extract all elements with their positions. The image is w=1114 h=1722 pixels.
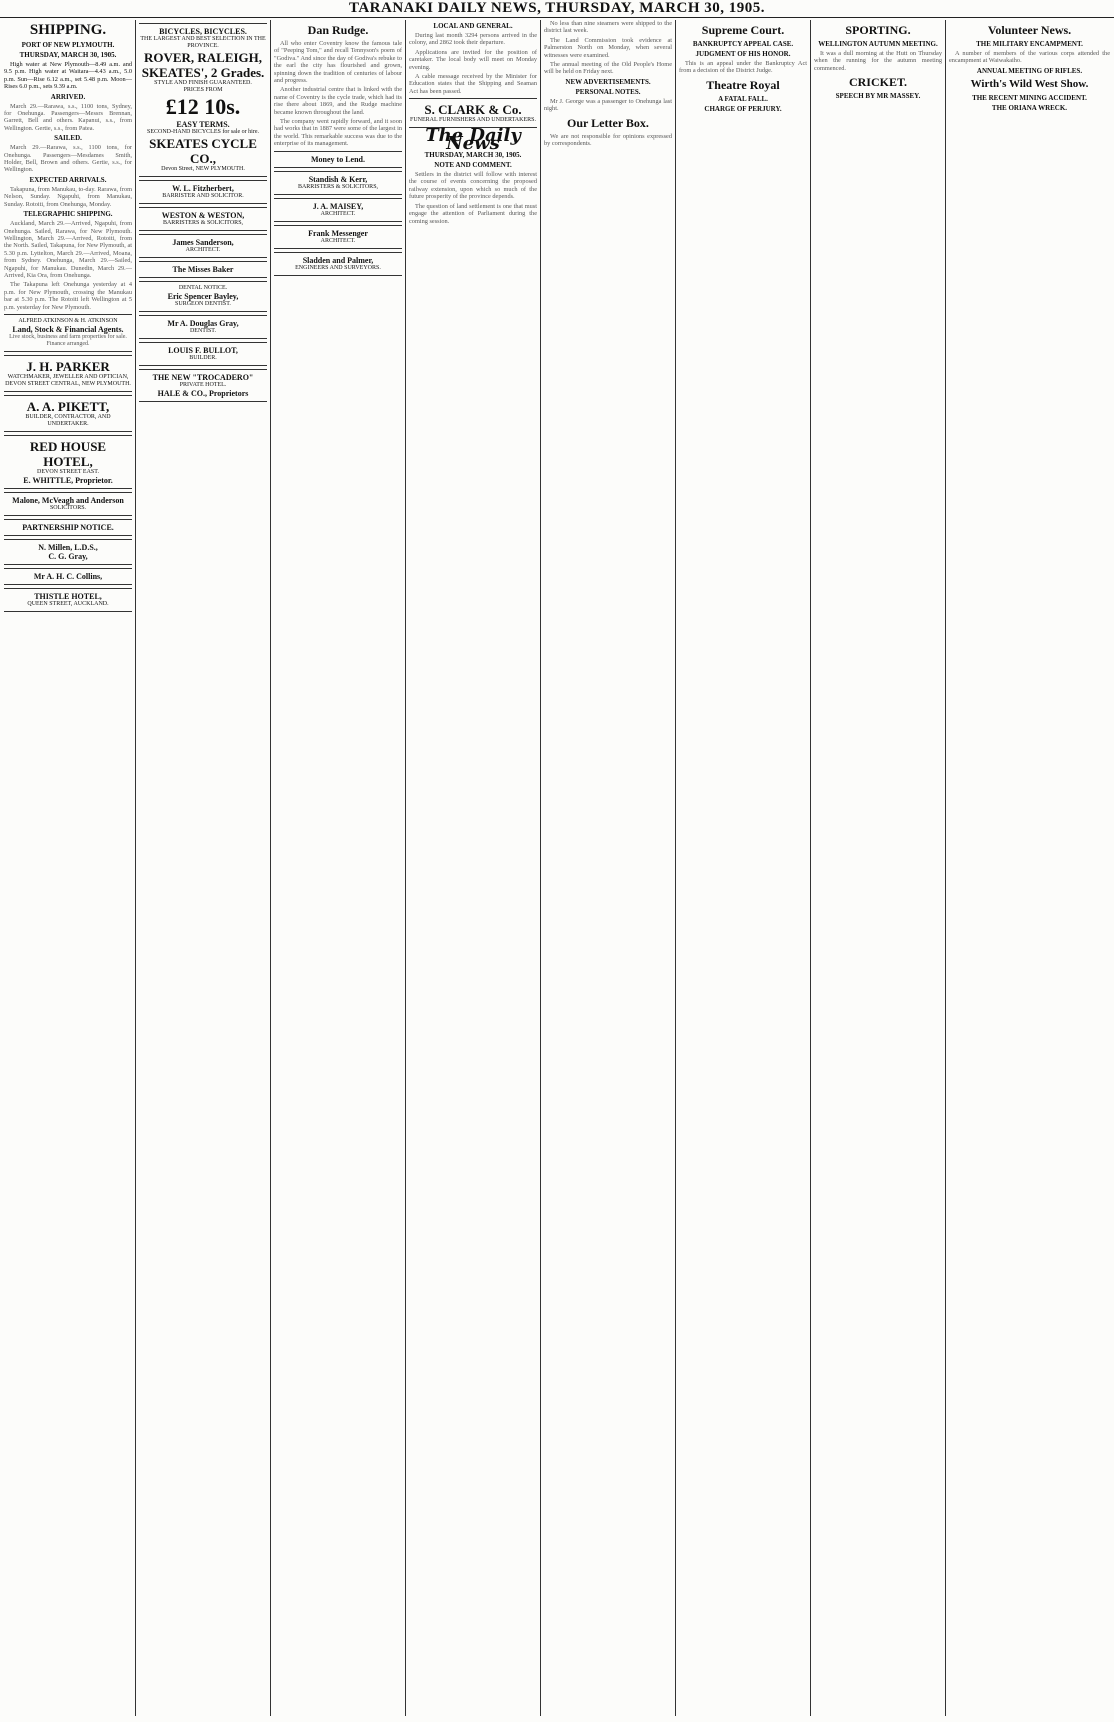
tides-text: High water at New Plymouth—8.49 a.m. and 9.5 p.m. High water at Waitara—4.43 a.m., 5.0 p.m. Sun—Rise 6.12 a.m., set 5.48 p.m. Moon—Rises 6.0 p.m., sets 9.39 a.m. xyxy=(4,61,132,91)
ad-title: Frank Messenger xyxy=(308,228,368,238)
sailed-heading: SAILED. xyxy=(54,134,82,143)
ad-title: SKEATES CYCLE CO., xyxy=(149,136,257,166)
cricket-heading: CRICKET. xyxy=(848,75,908,90)
ad-title: Malone, McVeagh and Anderson xyxy=(12,495,124,505)
ad-text: BARRISTERS & SOLICITORS, xyxy=(162,220,244,226)
ad-landstock xyxy=(4,314,132,352)
column-rule xyxy=(810,20,811,1716)
ad-text: BARRISTERS & SOLICITORS, xyxy=(297,183,379,190)
volunteer-heading: Volunteer News. xyxy=(987,23,1072,37)
body-text: We are not responsible for opinions expressed by correspondents. xyxy=(544,132,672,148)
ad-title: W. L. Fitzherbert, xyxy=(172,184,234,193)
column-rule xyxy=(540,20,541,1716)
ad-text: DEVON STREET EAST. xyxy=(37,468,99,475)
ad-text: Devon Street, NEW PLYMOUTH. xyxy=(161,166,245,172)
ad-title: WESTON & WESTON, xyxy=(161,211,245,220)
ad-text: SOLICITORS. xyxy=(49,504,87,511)
ad-title: N. Millen, L.D.S., xyxy=(38,542,98,552)
ad-text: BUILDER, CONTRACTOR, AND UNDERTAKER. xyxy=(25,413,111,427)
telegraphic-heading: TELEGRAPHIC SHIPPING. xyxy=(23,210,113,219)
body-text: The question of land settlement is one that must engage the attention of Parliament during the coming session. xyxy=(409,202,537,225)
mining-heading: THE RECENT MINING ACCIDENT. xyxy=(972,93,1087,102)
judgment-heading: JUDGMENT OF HIS HONOR. xyxy=(695,50,791,58)
date-line: THURSDAY, MARCH 30, 1905. xyxy=(19,51,117,59)
bankruptcy-heading: BANKRUPTCY APPEAL CASE. xyxy=(692,40,794,48)
ad-thistle xyxy=(4,588,132,612)
ad-millen xyxy=(4,539,132,565)
ad-price: £12 10s. xyxy=(165,94,241,119)
ad-title: Eric Spencer Bayley, xyxy=(167,292,239,301)
body-text: The annual meeting of the Old People's Home will be held on Friday next. xyxy=(544,61,672,76)
body-text: All who enter Coventry know the famous tale of "Peeping Tom," and recall Tennyson's poem of "Godiva." And since the day of Godiva's rebuke to the earl the city has flourished and grown, spinning down the tradition of centuries of labour and progress. xyxy=(274,40,402,85)
ad-text: PRIVATE HOTEL. xyxy=(179,382,227,388)
ad-title: RED HOUSE HOTEL, xyxy=(29,438,107,469)
ad-trocadero xyxy=(139,369,267,402)
column-8 xyxy=(949,20,1110,1716)
body-text: Takapuna, from Manukau, to-day. Rarawa, from Nelson, Sunday. Ngapuhi, from Manukau, Sunday. Rotoiti, from Onehunga, Monday. xyxy=(4,185,132,208)
ad-pikett xyxy=(4,395,132,432)
ad-text: HALE & CO., Proprietors xyxy=(157,389,249,398)
ad-money xyxy=(274,151,402,168)
ad-title: Land, Stock & Financial Agents. xyxy=(12,324,124,334)
editorial-masthead: The Daily News xyxy=(425,125,521,154)
ad-title: LOUIS F. BULLOT, xyxy=(168,346,238,355)
oriana-heading: THE ORIANA WRECK. xyxy=(991,103,1068,112)
ad-title: The Misses Baker xyxy=(172,265,234,274)
ad-sanderson xyxy=(139,234,267,258)
arrived-heading: ARRIVED. xyxy=(50,92,86,101)
personal-heading: PERSONAL NOTES. xyxy=(575,87,641,96)
ad-text: DENTIST. xyxy=(189,328,217,334)
port-heading: PORT OF NEW PLYMOUTH. xyxy=(21,41,115,49)
column-5 xyxy=(544,20,672,1716)
ad-parker xyxy=(4,355,132,392)
body-text: Mr J. George was a passenger to Onehunga last night. xyxy=(544,97,672,113)
column-rule xyxy=(270,20,271,1716)
ad-standish xyxy=(274,171,402,195)
ad-title: THISTLE HOTEL, xyxy=(34,591,102,601)
local-heading: LOCAL AND GENERAL. xyxy=(433,22,513,30)
ad-text: DEVON STREET CENTRAL, NEW PLYMOUTH. xyxy=(5,380,131,387)
shipping-heading: SHIPPING. xyxy=(29,22,107,38)
wirth-heading: Wirth's Wild West Show. xyxy=(970,77,1089,90)
ad-title: Sladden and Palmer, xyxy=(302,255,374,265)
ad-text: ENGINEERS AND SURVEYORS. xyxy=(295,264,381,271)
ad-text: THE LARGEST AND BEST SELECTION IN THE PROVINCE. xyxy=(140,36,266,49)
ad-title: PARTNERSHIP NOTICE. xyxy=(22,522,114,532)
editorial-date: THURSDAY, MARCH 30, 1905. xyxy=(424,151,522,160)
rifles-heading: ANNUAL MEETING OF RIFLES. xyxy=(976,66,1083,75)
ad-redhouse xyxy=(4,435,132,489)
ad-malone xyxy=(4,492,132,516)
military-heading: THE MILITARY ENCAMPMENT. xyxy=(976,40,1083,48)
letter-box-heading: Our Letter Box. xyxy=(567,115,649,130)
column-2 xyxy=(139,20,267,1716)
ad-title: S. CLARK & Co. xyxy=(424,102,522,118)
ad-title: Money to Lend. xyxy=(311,154,365,164)
ad-text: BUILDER. xyxy=(189,355,217,361)
ad-text: E. WHITTLE, Proprietor. xyxy=(23,475,113,485)
masthead: TARANAKI DAILY NEWS, THURSDAY, MARCH 30, 1905. xyxy=(0,0,1114,18)
ad-title: J. H. PARKER xyxy=(26,358,110,374)
ad-text: BARRISTER AND SOLICITOR. xyxy=(162,193,244,199)
ad-text: QUEEN STREET, AUCKLAND. xyxy=(27,600,109,607)
ad-baker xyxy=(139,261,267,278)
ad-text: SECOND-HAND BICYCLES for sale or hire. xyxy=(147,129,259,135)
ad-text: Live stock, business and farm properties for sale. Finance arranged. xyxy=(9,333,127,347)
ad-messenger xyxy=(274,225,402,249)
body-text: Settlers in the district will follow with interest the course of events concerning the proposed railway extension, upon which so much of the future prosperity of the province depends. xyxy=(409,171,537,201)
ad-text: FUNERAL FURNISHERS AND UNDERTAKERS. xyxy=(410,117,536,124)
column-6 xyxy=(679,20,807,1716)
ad-text: PRICES FROM xyxy=(183,87,223,93)
expected-heading: EXPECTED ARRIVALS. xyxy=(29,175,107,184)
ad-maisey xyxy=(274,198,402,222)
body-text: A cable message received by the Minister for Education states that the Shipping and Seaman Act has been passed. xyxy=(409,73,537,95)
new-ads-heading: NEW ADVERTISEMENTS. xyxy=(565,77,651,86)
ad-text: ARCHITECT. xyxy=(320,210,356,217)
ad-title: THE NEW "TROCADERO" xyxy=(152,373,254,382)
ad-title: J. A. MAISEY, xyxy=(312,201,364,211)
body-text: March 29.—Rarawa, s.s., 1100 tons, for Onehunga. Passengers—Mesdames Smith, Holder, Bell, Brown and others. Gertie, s.s., for Wellington. xyxy=(4,144,132,174)
ad-bullot xyxy=(139,342,267,366)
ad-title: A. A. PIKETT, xyxy=(26,398,110,414)
ad-bicycles xyxy=(139,23,267,177)
body-text: It was a dull morning at the Hutt on Thursday when the running for the autumn meeting commenced. xyxy=(814,50,942,72)
ad-text: ALFRED ATKINSON & H. ATKINSON xyxy=(18,317,118,324)
body-text: During last month 3294 persons arrived in the colony, and 2862 took their departure. xyxy=(409,32,537,47)
ad-title: Mr A. H. C. Collins, xyxy=(33,571,103,581)
ad-partnership xyxy=(4,519,132,536)
body-text: Auckland, March 29.—Arrived, Ngapuhi, from Onehunga. Sailed, Rarawa, for New Plymouth. Wellington, March 29.—Arrived, Rotoiti, from the North. Sailed, Takapuna, for New Plymouth, at 5.30 p.m. Lyttelton, March 29.—Arrived, Moana, from Sydney. Onehunga, March 29.—Sailed, Ngapuhi, for Manukau. Dunedin, March 29.—Arrived, Kia Ora, from Onehunga. xyxy=(4,220,132,279)
ad-dental xyxy=(139,281,267,312)
supreme-court-heading: Supreme Court. xyxy=(701,23,785,37)
ad-title: Standish & Kerr, xyxy=(308,174,368,184)
note-heading: NOTE AND COMMENT. xyxy=(434,161,512,170)
ad-douglas xyxy=(139,315,267,339)
body-text: No less than nine steamers were shipped to the district last week. xyxy=(544,20,672,35)
ad-title: James Sanderson, xyxy=(172,238,234,247)
column-rule xyxy=(675,20,676,1716)
column-rule xyxy=(945,20,946,1716)
ad-text: STYLE AND FINISH GUARANTEED. xyxy=(154,80,252,86)
body-text: This is an appeal under the Bankruptcy Act from a decision of the District Judge. xyxy=(679,60,807,75)
ad-text: EASY TERMS. xyxy=(176,120,230,129)
ad-title: C. G. Gray, xyxy=(48,551,88,561)
body-text: The company went rapidly forward, and it soon had works that in 1887 were some of the largest in the world. This remarkable success was due to the enterprise of its management. xyxy=(274,118,402,148)
ad-collins xyxy=(4,568,132,585)
ad-title: Mr A. Douglas Gray, xyxy=(167,319,239,328)
column-4 xyxy=(409,20,537,1716)
fatal-heading: A FATAL FALL. xyxy=(718,94,768,103)
ad-clark xyxy=(409,98,537,128)
body-text: A number of members of the various corps attended the encampment at Waiwakaiho. xyxy=(949,50,1110,65)
theatre-heading: Theatre Royal xyxy=(706,77,780,92)
ad-text: WATCHMAKER, JEWELLER AND OPTICIAN, xyxy=(7,373,129,380)
body-text: Another industrial centre that is linked with the name of Coventry is the cycle trade, which had its rise there about 1869, and the Rudge machine became known throughout the land. xyxy=(274,86,402,116)
dan-rudge-heading: Dan Rudge. xyxy=(307,23,369,37)
ad-text: ARCHITECT. xyxy=(320,237,356,244)
ad-text: SURGEON DENTIST. xyxy=(175,301,231,307)
ad-text: DENTAL NOTICE. xyxy=(178,285,228,291)
column-rule xyxy=(135,20,136,1716)
ad-title: ROVER, RALEIGH, SKEATES', 2 Grades. xyxy=(141,50,265,80)
ad-text: ARCHITECT. xyxy=(185,247,221,253)
column-rule xyxy=(405,20,406,1716)
ad-sladden xyxy=(274,252,402,276)
column-7 xyxy=(814,20,942,1716)
body-text: The Land Commission took evidence at Palmerston North on Monday, when several witnesses were examined. xyxy=(544,36,672,59)
speech-heading: SPEECH BY MR MASSEY. xyxy=(835,92,921,101)
perjury-heading: CHARGE OF PERJURY. xyxy=(704,104,782,113)
ad-fitzherbert xyxy=(139,180,267,204)
body-text: March 29.—Rarawa, s.s., 1100 tons, Sydney, for Onehunga. Passengers—Messrs Brennan, Garrett, Bell and others. Kapanui, s.s., from Wellington. Gertie, s.s., from Patea. xyxy=(4,102,132,132)
racing-heading: WELLINGTON AUTUMN MEETING. xyxy=(818,40,938,48)
sporting-heading: SPORTING. xyxy=(845,23,911,37)
body-text: The Takapuna left Onehunga yesterday at 4 p.m. for New Plymouth, crossing the Manukau bar at 5.30 p.m. The Rotoiti left Wellington at 5 p.m. yesterday for New Plymouth. xyxy=(4,281,132,311)
ad-weston xyxy=(139,207,267,231)
column-3 xyxy=(274,20,402,1716)
column-1 xyxy=(4,20,132,1716)
body-text: Applications are invited for the position of caretaker. The local body will meet on Monday evening. xyxy=(409,48,537,71)
ad-text: BICYCLES, BICYCLES. xyxy=(159,27,247,36)
